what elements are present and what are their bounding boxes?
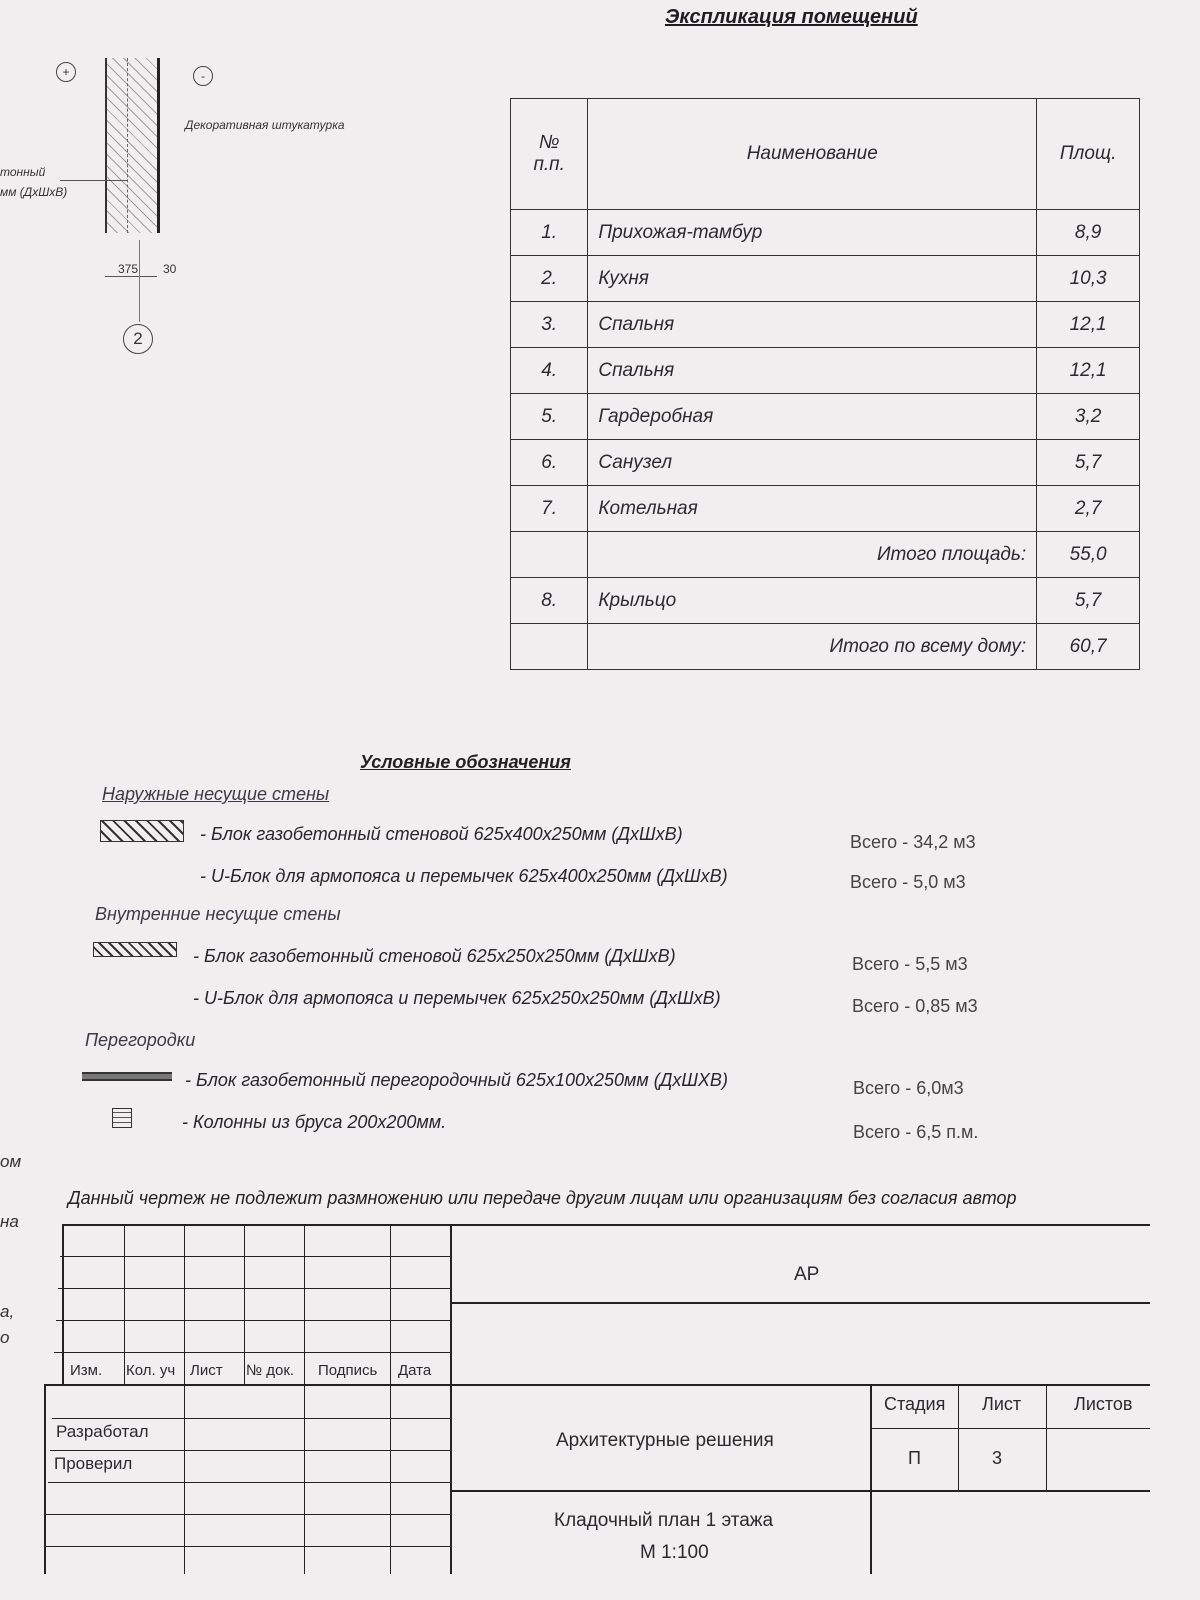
tb-name-line — [450, 1490, 1150, 1492]
drawing-scale: М 1:100 — [640, 1542, 709, 1563]
drawing-name: Кладочный план 1 этажа — [554, 1510, 774, 1531]
axis-line — [139, 240, 140, 322]
table-row — [511, 256, 1140, 302]
row-name: Крыльцо — [588, 578, 1037, 624]
tb-mid-line — [44, 1384, 1150, 1386]
tb-vline — [124, 1224, 125, 1384]
row-no: 3. — [511, 302, 588, 348]
int-block-text: - Блок газобетонный стеновой 625х250х250мм (ДхШхВ) — [193, 946, 676, 966]
table-header-row — [511, 99, 1140, 210]
table-row — [511, 302, 1140, 348]
col-podpis: Подпись — [318, 1362, 378, 1379]
row-area: 5,7 — [1037, 440, 1140, 486]
int-ublock-text: - U-Блок для армопояса и перемычек 625х250х250мм (ДхШхВ) — [193, 988, 721, 1008]
table-row — [511, 348, 1140, 394]
leader-line — [60, 180, 128, 181]
tb-grid-line — [52, 1418, 452, 1419]
int-walls-title: Внутренние несущие стены — [95, 904, 341, 924]
margin-fragment: на — [0, 1212, 19, 1231]
grand-total-label: Итого по всему дому: — [588, 624, 1037, 670]
row-no: 4. — [511, 348, 588, 394]
table-row — [511, 210, 1140, 256]
axis-mark-2: 2 — [123, 324, 153, 354]
tb-grid-line — [58, 1288, 452, 1289]
row-area: 2,7 — [1037, 486, 1140, 532]
row-no: 1. — [511, 210, 588, 256]
sheet-label: Лист — [982, 1394, 1022, 1414]
tb-vline — [244, 1224, 245, 1384]
tb-grid-line — [56, 1320, 452, 1321]
ext-ublock-total: Всего - 5,0 м3 — [850, 872, 966, 892]
col-list: Лист — [190, 1362, 223, 1379]
sheets-label: Листов — [1074, 1394, 1133, 1414]
ext-block-text: - Блок газобетонный стеновой 625х400х250мм (ДхШхВ) — [200, 824, 683, 844]
tb-vline — [184, 1224, 185, 1574]
columns-text: - Колонны из бруса 200х200мм. — [182, 1112, 447, 1132]
table-row — [511, 394, 1140, 440]
row-name: Прихожая-тамбур — [588, 210, 1037, 256]
row-name: Спальня — [588, 348, 1037, 394]
total-area-value: 55,0 — [1037, 532, 1140, 578]
partition-block-text: - Блок газобетонный перегородочный 625х100х250мм (ДхШХВ) — [185, 1070, 728, 1090]
partition-symbol — [82, 1072, 172, 1081]
row-name: Котельная — [588, 486, 1037, 532]
minus-marker: - — [193, 66, 213, 86]
partitions-title: Перегородки — [85, 1030, 196, 1050]
row-name: Гардеробная — [588, 394, 1037, 440]
sheet-value: 3 — [992, 1448, 1003, 1468]
block-label-line1: тонный — [0, 165, 46, 179]
grand-total-row — [511, 624, 1140, 670]
row-area: 5,7 — [1037, 578, 1140, 624]
table-row — [511, 578, 1140, 624]
explication-title: Экспликация помещений — [665, 6, 918, 28]
int-block-total: Всего - 5,5 м3 — [852, 954, 968, 974]
tb-grid-line — [50, 1450, 452, 1451]
total-area-row — [511, 532, 1140, 578]
grand-total-value: 60,7 — [1037, 624, 1140, 670]
legend-title: Условные обозначения — [360, 752, 571, 772]
tb-grid-line — [46, 1514, 452, 1515]
tb-vline — [62, 1224, 64, 1384]
plus-marker: + — [56, 62, 76, 82]
margin-fragment: о — [0, 1328, 10, 1347]
tb-grid-line — [48, 1482, 452, 1483]
margin-fragment: ом — [0, 1152, 22, 1171]
col-kol: Кол. уч — [126, 1362, 176, 1379]
col-ndok: № док. — [246, 1362, 295, 1379]
partition-block-total: Всего - 6,0м3 — [853, 1078, 964, 1098]
ext-wall-symbol — [100, 820, 184, 842]
block-label-line2: мм (ДхШхВ) — [0, 185, 68, 199]
tb-vline — [304, 1224, 305, 1574]
row-area: 10,3 — [1037, 256, 1140, 302]
tb-vline — [44, 1384, 46, 1574]
tb-vline — [450, 1224, 452, 1574]
wall-section-hatch — [105, 58, 160, 233]
row-name: Спальня — [588, 302, 1037, 348]
row-name: Кухня — [588, 256, 1037, 302]
column-symbol — [112, 1108, 132, 1128]
wall-section-divider — [127, 58, 128, 233]
header-no: № п.п. — [511, 99, 588, 210]
section-name: Архитектурные решения — [556, 1430, 774, 1451]
table-row — [511, 486, 1140, 532]
int-wall-symbol — [93, 942, 177, 957]
header-area: Площ. — [1037, 99, 1140, 210]
col-izm: Изм. — [70, 1362, 103, 1379]
col-data: Дата — [398, 1362, 432, 1379]
row-no: 8. — [511, 578, 588, 624]
int-ublock-total: Всего - 0,85 м3 — [852, 996, 978, 1016]
table-row — [511, 440, 1140, 486]
row-area: 8,9 — [1037, 210, 1140, 256]
margin-fragment: а, — [0, 1302, 15, 1321]
ext-block-total: Всего - 34,2 м3 — [850, 832, 976, 852]
row-name: Санузел — [588, 440, 1037, 486]
row-no: 5. — [511, 394, 588, 440]
plaster-label: Декоративная штукатурка — [185, 118, 345, 132]
row-no: 6. — [511, 440, 588, 486]
empty-cell — [511, 624, 588, 670]
dimension-30: 30 — [163, 262, 177, 276]
tb-stage-line — [870, 1428, 1150, 1429]
total-area-label: Итого площадь: — [588, 532, 1037, 578]
row-area: 12,1 — [1037, 302, 1140, 348]
ext-ublock-text: - U-Блок для армопояса и перемычек 625х400х250мм (ДхШхВ) — [200, 866, 728, 886]
row-no: 7. — [511, 486, 588, 532]
empty-cell — [511, 532, 588, 578]
stage-label: Стадия — [884, 1394, 946, 1414]
header-name: Наименование — [588, 99, 1037, 210]
dimension-line — [105, 276, 157, 277]
row-no: 2. — [511, 256, 588, 302]
tb-grid-line — [54, 1352, 452, 1353]
tb-vline — [390, 1224, 391, 1574]
tb-code-line — [450, 1302, 1150, 1304]
row-area: 3,2 — [1037, 394, 1140, 440]
checked-label: Проверил — [54, 1454, 133, 1473]
copyright-notice: Данный чертеж не подлежит размножению или передаче другим лицам или организациям без согласия автор — [68, 1188, 1017, 1208]
stage-value: П — [908, 1448, 921, 1468]
doc-code: АР — [794, 1264, 820, 1285]
columns-total: Всего - 6,5 п.м. — [853, 1122, 979, 1142]
explication-table — [510, 98, 1140, 670]
tb-vline — [958, 1384, 959, 1490]
row-area: 12,1 — [1037, 348, 1140, 394]
tb-vline — [1046, 1384, 1047, 1490]
tb-top-line — [62, 1224, 1150, 1226]
dimension-375: 375 — [118, 262, 139, 276]
tb-grid-line — [60, 1256, 452, 1257]
tb-vline — [870, 1384, 872, 1574]
ext-walls-title: Наружные несущие стены — [102, 784, 330, 804]
developed-label: Разработал — [56, 1422, 149, 1441]
